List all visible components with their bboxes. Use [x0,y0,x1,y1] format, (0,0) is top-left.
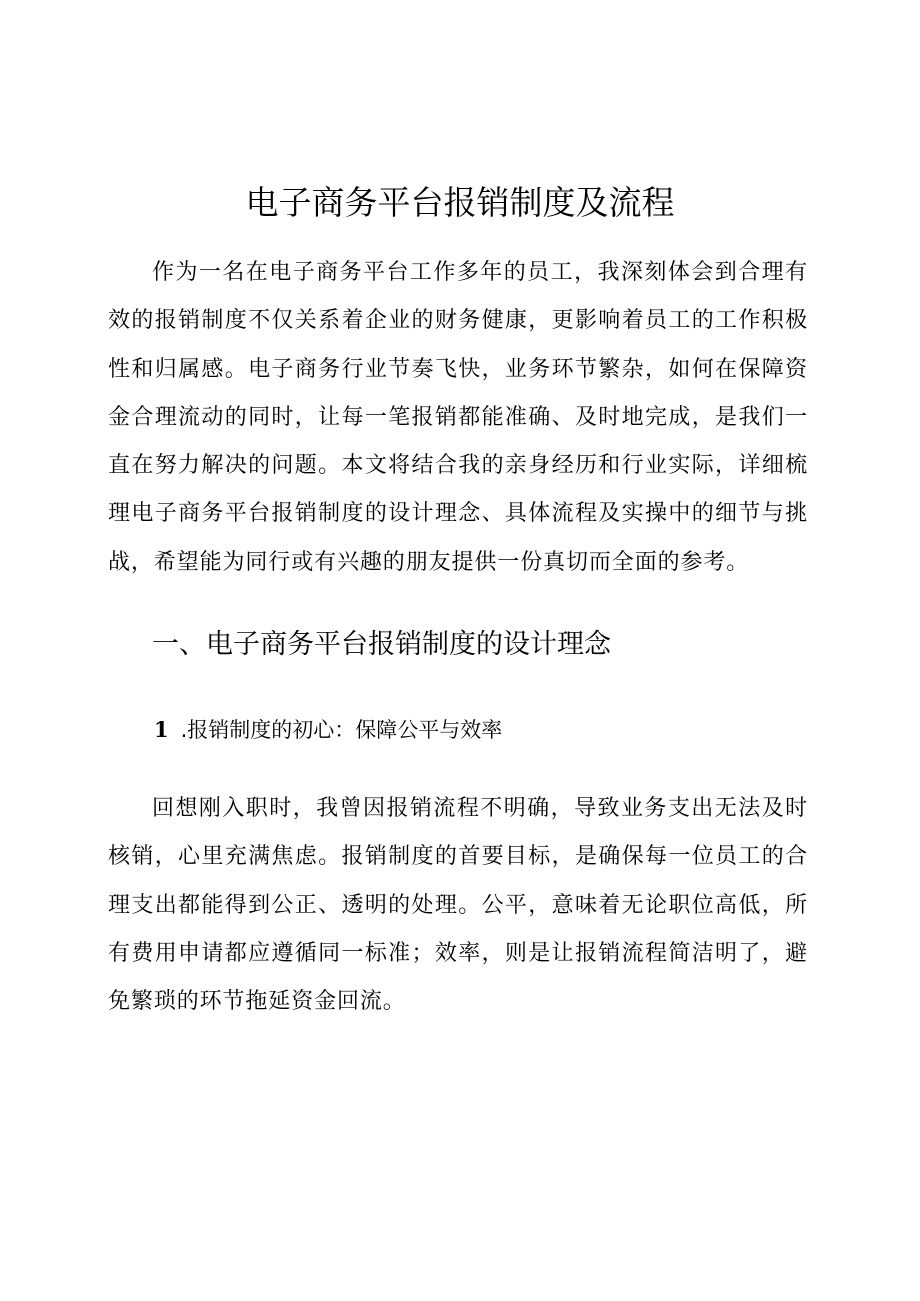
document-title: 电子商务平台报销制度及流程 [245,183,675,222]
body-paragraph: 回想刚入职时，我曾因报销流程不明确，导致业务支出无法及时核销，心里充满焦虑。报销制度的首要目标，是确保每一位员工的合理支出都能得到公正、透明的处理。公平，意味着无论职位高低，所有费用申请都应遵循同一标准；效率，则是让报销流程简洁明了，避免繁琐的环节拖延资金回流。 [108,796,808,1015]
subsection-heading [154,711,502,749]
intro-paragraph: 作为一名在电子商务平台工作多年的员工，我深刻体会到合理有效的报销制度不仅关系着企业的财务健康，更影响着员工的工作积极性和归属感。电子商务行业节奏飞快，业务环节繁杂，如何在保障资金合理流动的同时，让每一笔报销都能准确、及时地完成，是我们一直在努力解决的问题。本文将结合我的亲身经历和行业实际，详细梳理电子商务平台报销制度的设计理念、具体流程及实操中的细节与挑战，希望能为同行或有兴趣的朋友提供一份真切而全面的参考。 [108,260,808,575]
section-heading: 一、电子商务平台报销制度的设计理念 [152,629,611,660]
subsection-heading-text: .报销制度的初心：保障公平与效率 [180,718,503,742]
subsection-number: 1 [154,717,169,742]
